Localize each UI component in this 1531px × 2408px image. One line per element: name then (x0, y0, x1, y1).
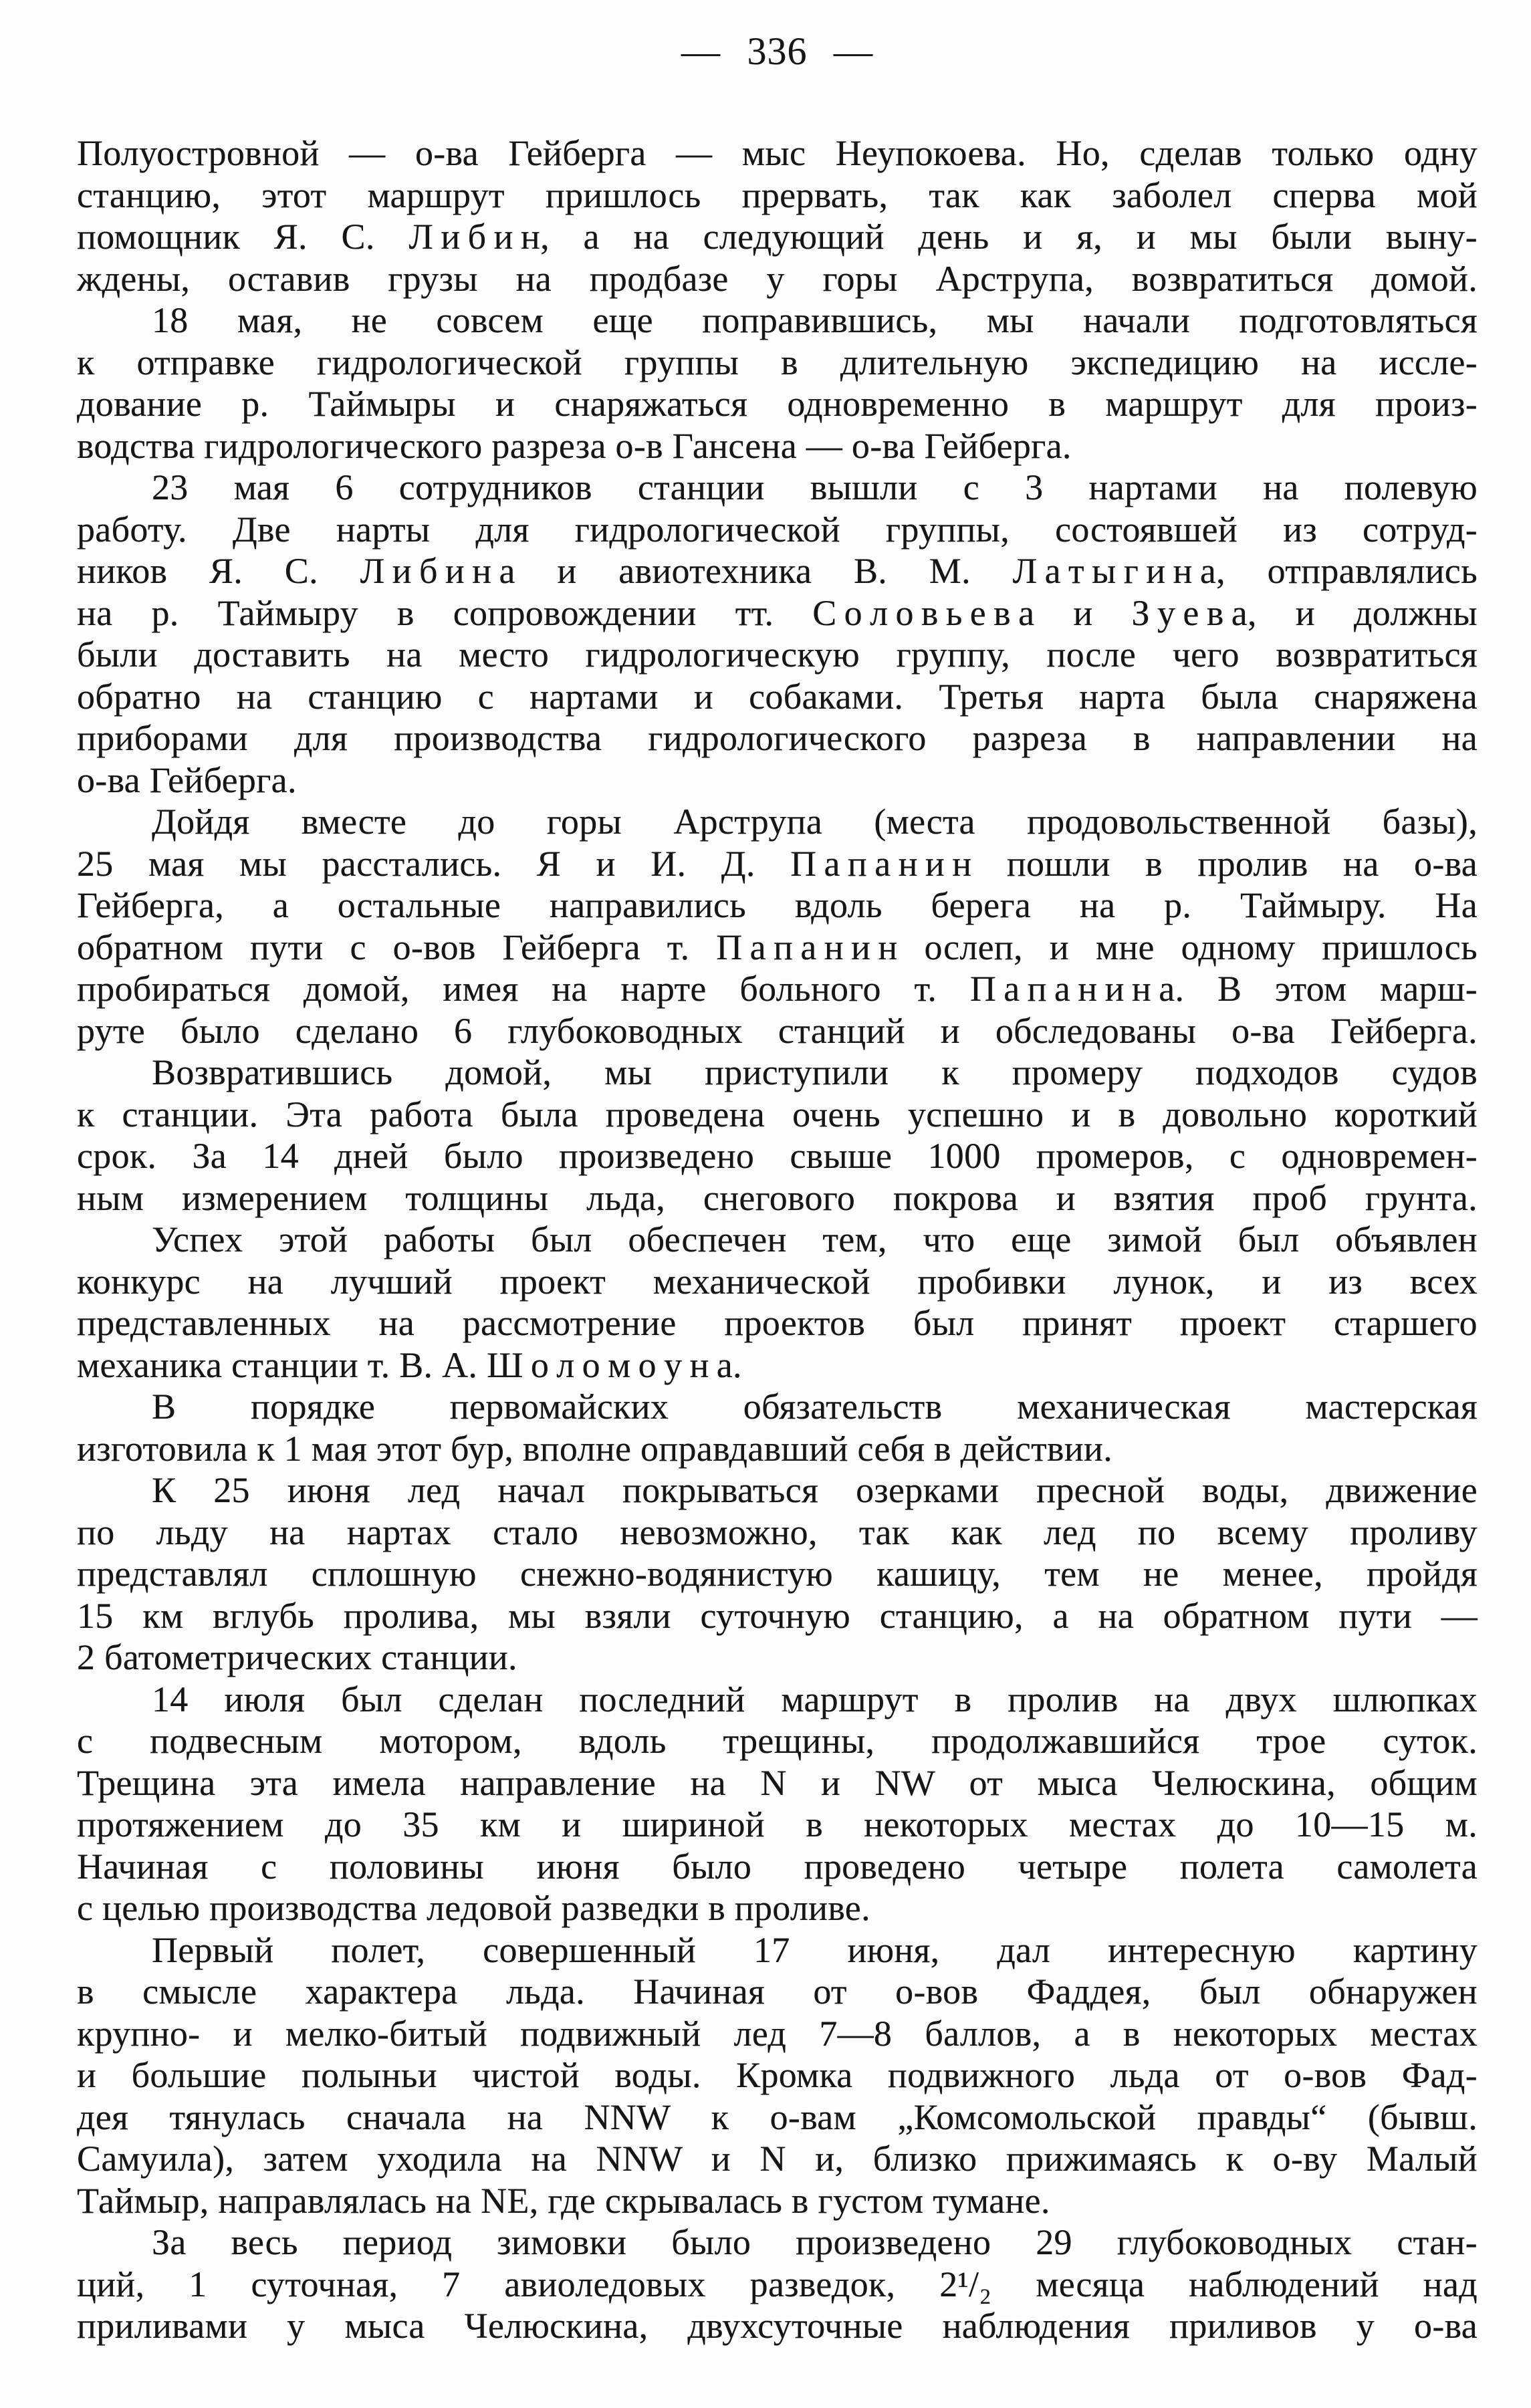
text-line: на р. Таймыру в сопровождении тт. С о л о в ь е в а и З у е в а, и должны (77, 592, 1478, 633)
text-line: и большие полыньи чистой воды. Кромка подвижного льда от о-вов Фад- (77, 2055, 1478, 2095)
text-line: 25 мая мы расстались. Я и И. Д. П а п а н и н пошли в пролив на о-ва (77, 843, 1478, 884)
text-line: к станции. Эта работа была проведена очень успешно и в довольно короткий (77, 1094, 1478, 1134)
text-line: Самуила), затем уходила на NNW и N и, близко прижимаясь к о-ву Малый (77, 2139, 1478, 2179)
text-line: Успех этой работы был обеспечен тем, что еще зимой был объявлен (152, 1219, 1478, 1259)
text-line: приборами для производства гидрологического разреза в направлении на (77, 718, 1478, 758)
text-line: с подвесным мотором, вдоль трещины, продолжавшийся трое суток. (77, 1721, 1478, 1761)
text-line: срок. За 14 дней было произведено свыше 1000 промеров, с одновремен- (77, 1136, 1478, 1176)
text-line: работу. Две нарты для гидрологической группы, состоявшей из сотруд- (77, 509, 1478, 550)
paragraph-2 (77, 299, 1478, 467)
text-line: обратно на станцию с нартами и собаками. Третья нарта была снаряжена (77, 676, 1478, 717)
text-line: Возвратившись домой, мы приступили к промеру подходов судов (152, 1052, 1478, 1092)
paragraph-1 (77, 132, 1478, 299)
paragraph-5 (77, 1052, 1478, 1219)
text-line: пробираться домой, имея на нарте больного т. П а п а н и н а. В этом марш- (77, 969, 1478, 1009)
text-line: 18 мая, не совсем еще поправившись, мы начали подготовляться (152, 300, 1478, 340)
text-line: К 25 июня лед начал покрываться озерками пресной воды, движение (152, 1470, 1478, 1510)
text-line: ников Я. С. Л и б и н а и авиотехника В. М. Л а т ы г и н а, отправлялись (77, 551, 1478, 591)
text-line: Полуостровной — о-ва Гейберга — мыс Неупокоева. Но, сделав только одну (77, 133, 1478, 173)
text-line: Дойдя вместе до горы Арструпа (места продовольственной базы), (152, 802, 1478, 842)
text-line: представлял сплошную снежно-водянистую кашицу, тем не менее, пройдя (77, 1554, 1478, 1594)
paragraph-9 (77, 1679, 1478, 1929)
text-line: помощник Я. С. Л и б и н, а на следующий день и я, и мы были выну- (77, 217, 1478, 257)
paragraph-8 (77, 1469, 1478, 1679)
paragraph-10 (77, 1929, 1478, 2222)
text-line: руте было сделано 6 глубоководных станций и обследованы о-ва Гейберга. (77, 1010, 1478, 1051)
text-line: станцию, этот маршрут пришлось прервать, так как заболел сперва мой (77, 174, 1478, 215)
text-line: в смысле характера льда. Начиная от о-вов Фаддея, был обнаружен (77, 1971, 1478, 2012)
text-line: к отправке гидрологической группы в длительную экспедицию на иссле- (77, 342, 1478, 382)
text-line: водства гидрологического разреза о-в Гансена — о-ва Гейберга. (77, 425, 1072, 466)
text-line: представленных на рассмотрение проектов был принят проект старшего (77, 1303, 1478, 1343)
text-line: изготовила к 1 мая этот бур, вполне оправдавший себя в действии. (77, 1428, 1113, 1469)
page-number: — 336 — (681, 29, 873, 73)
text-line: 15 км вглубь пролива, мы взяли суточную станцию, а на обратном пути — (77, 1595, 1478, 1636)
text-line: ждены, оставив грузы на продбазе у горы Арструпа, возвратиться домой. (77, 258, 1478, 299)
paragraph-4 (77, 801, 1478, 1052)
text-line: 23 мая 6 сотрудников станции вышли с 3 нартами на полевую (152, 467, 1478, 507)
text-line: были доставить на место гидрологическую группу, после чего возвратиться (77, 634, 1478, 675)
text-line: Гейберга, а остальные направились вдоль берега на р. Таймыру. На (77, 885, 1478, 925)
paragraph-7 (77, 1386, 1478, 1469)
text-line: дея тянулась сначала на NNW к о-вам „Комсомольской правды“ (бывш. (77, 2096, 1478, 2137)
text-line: Первый полет, совершенный 17 июня, дал интересную картину (152, 1929, 1478, 1970)
text-line: дование р. Таймыры и снаряжаться одновременно в маршрут для произ- (77, 384, 1478, 424)
text-line: Начиная с половины июня было проведено четыре полета самолета (77, 1846, 1478, 1887)
text-line: приливами у мыса Челюскина, двухсуточные наблюдения приливов у о-ва (77, 2306, 1478, 2346)
text-line: Трещина эта имела направление на N и NW от мыса Челюскина, общим (77, 1762, 1478, 1803)
text-line: с целью производства ледовой разведки в проливе. (77, 1888, 870, 1928)
text-line: конкурс на лучший проект механической пробивки лунок, и из всех (77, 1261, 1478, 1302)
text-line: Таймыр, направлялась на NE, где скрывалась в густом тумане. (77, 2180, 1050, 2221)
text-line: механика станции т. В. А. Ш о л о м о у н а. (77, 1344, 742, 1385)
page-text (77, 132, 1478, 2347)
text-line: В порядке первомайских обязательств механическая мастерская (152, 1387, 1478, 1427)
text-line: 2 батометрических станции. (77, 1637, 517, 1677)
text-line: о-ва Гейберга. (77, 759, 297, 800)
text-line: За весь период зимовки было произведено 29 глубоководных стан- (152, 2222, 1478, 2262)
text-line: протяжением до 35 км и шириной в некоторых местах до 10—15 м. (77, 1804, 1478, 1844)
text-line: ций, 1 суточная, 7 авиоледовых разведок, 2¹/₂ месяца наблюдений над (77, 2264, 1478, 2304)
paragraph-6 (77, 1219, 1478, 1386)
text-line: ным измерением толщины льда, снегового покрова и взятия проб грунта. (77, 1177, 1478, 1218)
text-line: крупно- и мелко-битый подвижный лед 7—8 баллов, а в некоторых местах (77, 2013, 1478, 2054)
paragraph-11 (77, 2221, 1478, 2347)
text-line: 14 июля был сделан последний маршрут в пролив на двух шлюпках (152, 1679, 1478, 1719)
text-line: по льду на нартах стало невозможно, так как лед по всему проливу (77, 1512, 1478, 1552)
paragraph-3 (77, 467, 1478, 801)
text-line: обратном пути с о-вов Гейберга т. П а п а н и н ослеп, и мне одному пришлось (77, 927, 1478, 967)
